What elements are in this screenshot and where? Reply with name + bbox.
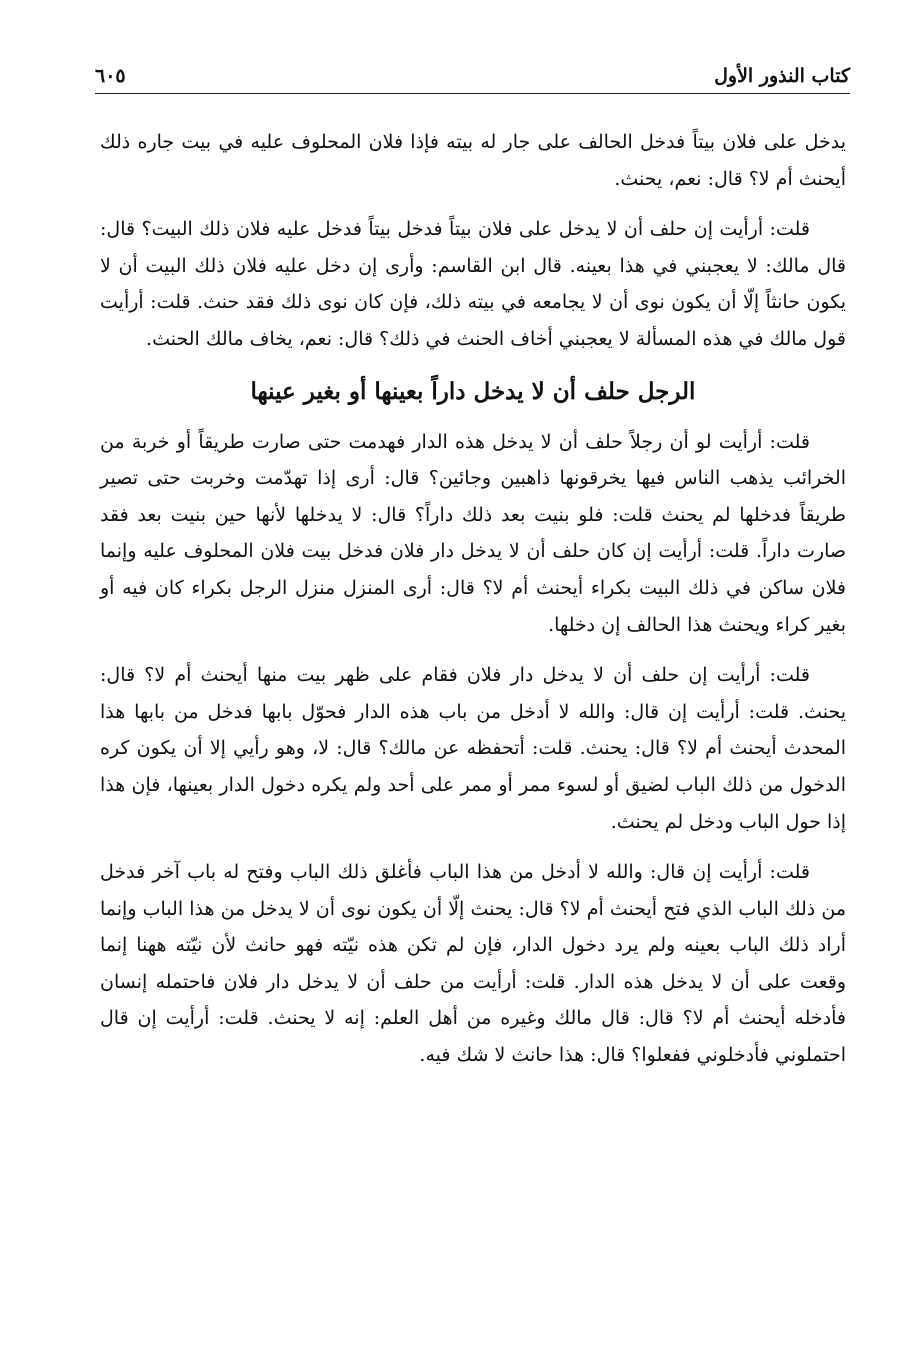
section-paragraph: قلت: أرأيت إن حلف أن لا يدخل دار فلان فقام على ظهر بيت منها أيحنث أم لا؟ قال: يحنث. قلت: أرأيت إن قال: والله لا أدخل من باب هذه الدار فحوّل بابها فدخل من بابها هذا المحدث أيحنث أم لا؟ قال: يحنث. قلت: أتحفظه عن مالك؟ قال: لا، وهو رأيي إلا أن يكون كره الدخول من ذلك الباب لضيق أو لسوء ممر أو ممر على أحد ولم يكره دخول الدار بعينها، فإن هذا إذا حول الباب ودخل لم يحنث. — [100, 664, 846, 833]
paragraph-gap — [100, 197, 846, 211]
header-rule — [95, 93, 850, 94]
paragraph-gap — [100, 643, 846, 657]
page-number: ٦٠٥ — [95, 65, 126, 87]
paragraph-continued: يدخل على فلان بيتاً فدخل الحالف على جار له بيته فإذا فلان المحلوف عليه في بيت جاره ذلك أيحنث أم لا؟ قال: نعم، يحنث. — [100, 131, 846, 190]
section-paragraph: قلت: أرأيت لو أن رجلاً حلف أن لا يدخل هذه الدار فهدمت حتى صارت طريقاً أو خربة من الخرائب يذهب الناس فيها يخرقونها ذاهبين وجائين؟ قال: أرى إذا تهدّمت وخربت حتى تصير طريقاً فدخلها لم يحنث قلت: فلو بنيت بعد ذلك داراً؟ قال: لا يدخلها لأنها حين بنيت بعد فقد صارت داراً. قلت: أرأيت إن كان حلف أن لا يدخل دار فلان فدخل بيت فلان المحلوف عليه وإنما فلان ساكن في ذلك البيت بكراء أيحنث أم لا؟ قال: أرى المنزل منزل الرجل بكراء كان فيه أو بغير كراء ويحنث هذا الحالف إن دخلها. — [100, 430, 846, 636]
page-body — [100, 124, 846, 1074]
paragraph-gap — [100, 840, 846, 854]
running-header — [95, 58, 850, 88]
running-header-title: كتاب النذور الأول — [714, 65, 850, 87]
section-heading: الرجل حلف أن لا يدخل داراً بعينها أو بغير عينها — [250, 377, 696, 405]
section-paragraph: قلت: أرأيت إن قال: والله لا أدخل من هذا الباب فأغلق ذلك الباب وفتح له باب آخر فدخل من ذلك الباب الذي فتح أيحنث أم لا؟ قال: يحنث إلّا أن يكون نوى أن لا يدخل من هذا الباب وإنما أراد ذلك الباب بعينه ولم يرد دخول الدار، فإن لم تكن هذه نيّته فهو حانث لأن نيّته ههنا إنما وقعت على أن لا يدخل هذه الدار. قلت: أرأيت من حلف أن لا يدخل دار فلان فاحتمله إنسان فأدخله أيحنث أم لا؟ قال: قال مالك وغيره من أهل العلم: إنه لا يحنث. قلت: أرأيت إن قال احتملوني فأدخلوني ففعلوا؟ قال: هذا حانث لا شك فيه. — [100, 861, 846, 1067]
paragraph: قلت: أرأيت إن حلف أن لا يدخل على فلان بيتاً فدخل بيتاً فدخل عليه فلان ذلك البيت؟ قال: قال مالك: لا يعجبني في هذا بعينه. قال ابن القاسم: وأرى إن دخل عليه فلان ذلك البيت أن لا يكون حانثاً إلّا أن يكون نوى أن لا يجامعه في بيته ذلك، فإن كان نوى ذلك فقد حنث. قلت: أرأيت قول مالك في هذه المسألة لا يعجبني أخاف الحنث في ذلك؟ قال: نعم، يخاف مالك الحنث. — [100, 218, 846, 350]
